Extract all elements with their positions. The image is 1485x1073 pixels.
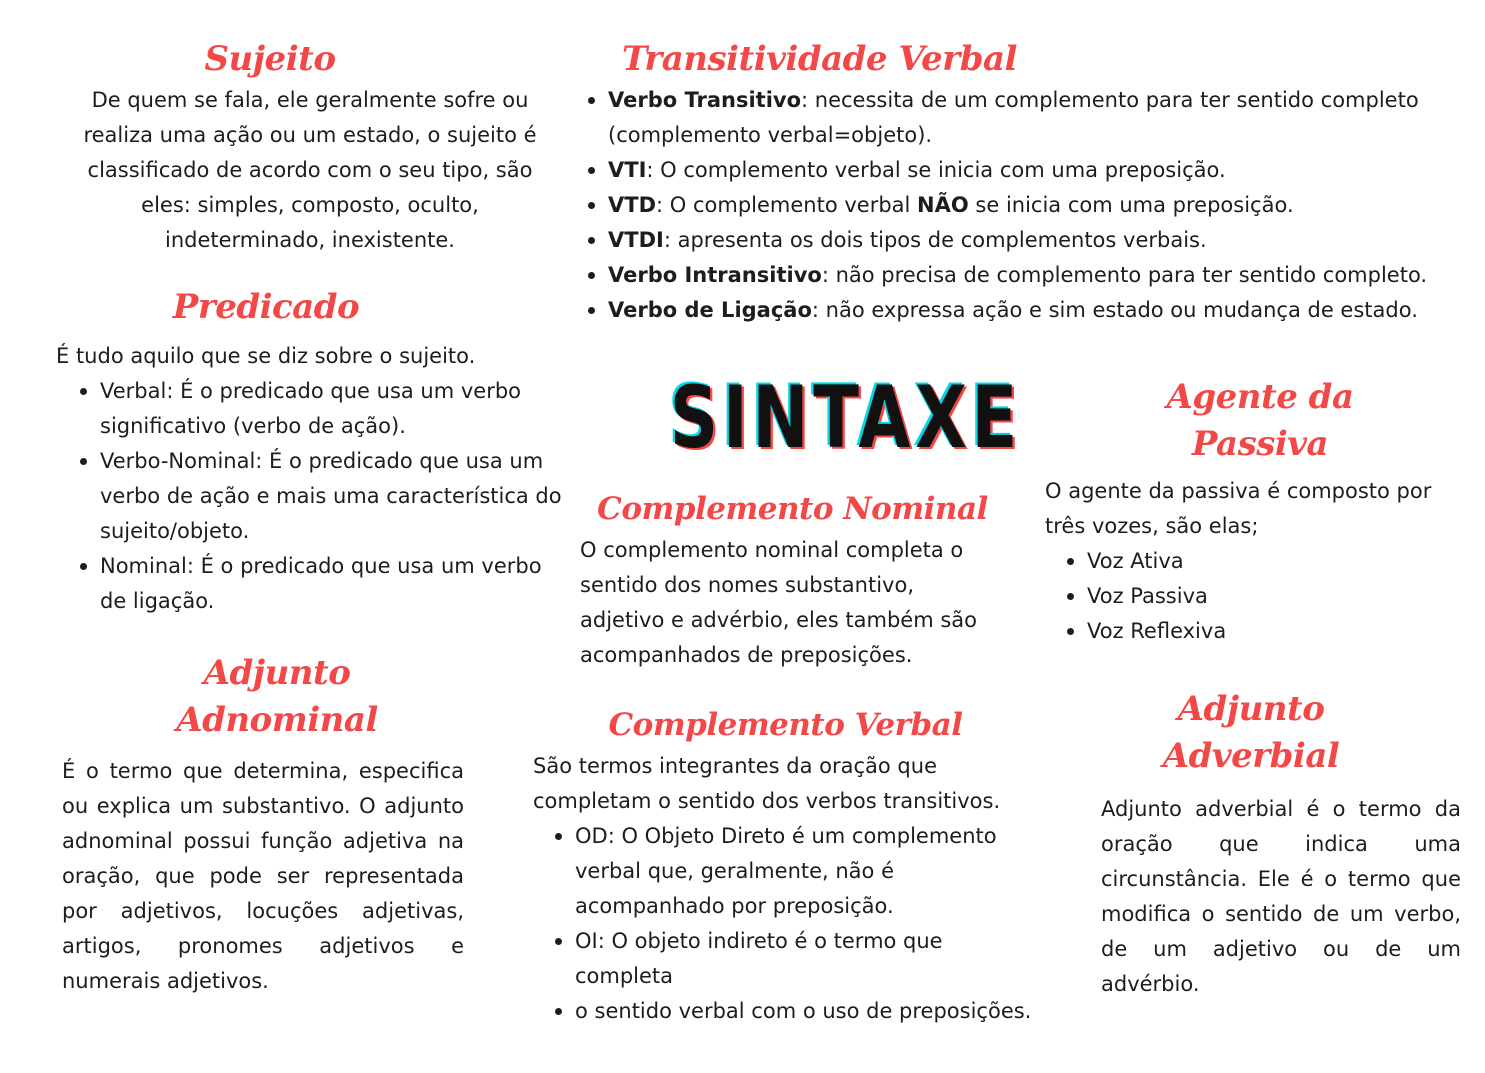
predicado-heading: Predicado [172, 287, 360, 327]
complemento-verbal-list [533, 819, 1032, 1029]
list-item [586, 258, 1462, 293]
complemento-nominal-section [580, 486, 1005, 673]
complemento-verbal-heading: Complemento Verbal [608, 707, 963, 743]
complemento-verbal-section [533, 702, 1043, 1029]
sujeito-heading: Sujeito [204, 39, 336, 79]
adjunto-adverbial-text: Adjunto adverbial é o termo da oração que indica uma circunstância. Ele é o termo que modifica o sentido de um verbo, de um adjetivo ou de um advérbio. [1101, 797, 1461, 996]
emphasis: NÃO [917, 193, 969, 217]
transitividade-section [582, 36, 1462, 328]
term: VTDI [608, 228, 664, 252]
complemento-verbal-intro: São termos integrantes da oração que completam o sentido dos verbos transitivos. [533, 754, 1001, 813]
heading-line: Adnominal [176, 700, 378, 740]
list-item: Voz Ativa [1065, 544, 1465, 579]
term: Verbo de Ligação [608, 298, 812, 322]
list-item: Voz Reflexiva [1065, 614, 1465, 649]
definition: : não expressa ação e sim estado ou mudança de estado. [811, 298, 1418, 322]
predicado-list [56, 374, 568, 619]
list-item [586, 153, 1462, 188]
predicado-section [56, 284, 568, 619]
adjunto-adnominal-section [62, 650, 464, 999]
adjunto-adnominal-heading [62, 650, 492, 744]
definition: : O complemento verbal [656, 193, 918, 217]
heading-line: Agente da [1166, 377, 1354, 417]
complemento-nominal-heading: Complemento Nominal [597, 491, 988, 527]
list-item [586, 188, 1462, 223]
list-item [586, 223, 1462, 258]
list-item: OD: O Objeto Direto é um complemento verbal que, geralmente, não é acompanhado por preposição. [553, 819, 1003, 924]
term: VTI [608, 158, 647, 182]
agente-passiva-heading [1045, 374, 1475, 468]
transitividade-list [582, 83, 1462, 328]
term: VTD [608, 193, 657, 217]
complemento-nominal-text: O complemento nominal completa o sentido dos nomes substantivo, adjetivo e advérbio, eles também são acompanhados de preposições. [580, 538, 978, 667]
list-item: o sentido verbal com o uso de preposições. [553, 994, 1075, 1029]
term: Verbo Transitivo [608, 88, 802, 112]
list-item [586, 83, 1462, 153]
definition: : O complemento verbal se inicia com uma preposição. [646, 158, 1226, 182]
definition: se inicia com uma preposição. [968, 193, 1294, 217]
definition: : não precisa de complemento para ter sentido completo. [821, 263, 1428, 287]
sujeito-text: De quem se fala, ele geralmente sofre ou realiza uma ação ou um estado, o sujeito é classificado de acordo com o seu tipo, são eles: simples, composto, oculto, indeterminado, inexistente. [83, 88, 537, 252]
adjunto-adverbial-section [1101, 686, 1461, 1002]
sujeito-section [70, 36, 550, 258]
adjunto-adnominal-text: É o termo que determina, especifica ou explica um substantivo. O adjunto adnominal possui função adjetiva na oração, que pode ser representada por adjetivos, locuções adjetivas, artigos, pronomes adjetivos e numerais adjetivos. [62, 759, 464, 993]
heading-line: Adjunto [1177, 689, 1325, 729]
predicado-intro: É tudo aquilo que se diz sobre o sujeito. [56, 344, 476, 368]
main-title: SINTAXE [669, 368, 1022, 468]
list-item: OI: O objeto indireto é o termo que completa [553, 924, 975, 994]
term: Verbo Intransitivo [608, 263, 822, 287]
list-item: Voz Passiva [1065, 579, 1465, 614]
list-item [586, 293, 1462, 328]
heading-line: Adverbial [1162, 736, 1340, 776]
definition: : apresenta os dois tipos de complementos verbais. [663, 228, 1207, 252]
list-item: Verbal: É o predicado que usa um verbo significativo (verbo de ação). [78, 374, 568, 444]
agente-passiva-section [1045, 374, 1465, 649]
transitividade-heading: Transitividade Verbal [622, 39, 1017, 79]
definition: : necessita de um complemento para ter sentido completo (complemento verbal=objeto). [608, 88, 1419, 147]
list-item: Nominal: É o predicado que usa um verbo de ligação. [78, 549, 568, 619]
agente-passiva-list [1045, 544, 1465, 649]
list-item: Verbo-Nominal: É o predicado que usa um verbo de ação e mais uma característica do sujeito/objeto. [78, 444, 568, 549]
heading-line: Passiva [1191, 424, 1329, 464]
agente-passiva-intro: O agente da passiva é composto por três vozes, são elas; [1045, 479, 1432, 538]
heading-line: Adjunto [203, 653, 351, 693]
adjunto-adverbial-heading [1101, 686, 1401, 780]
